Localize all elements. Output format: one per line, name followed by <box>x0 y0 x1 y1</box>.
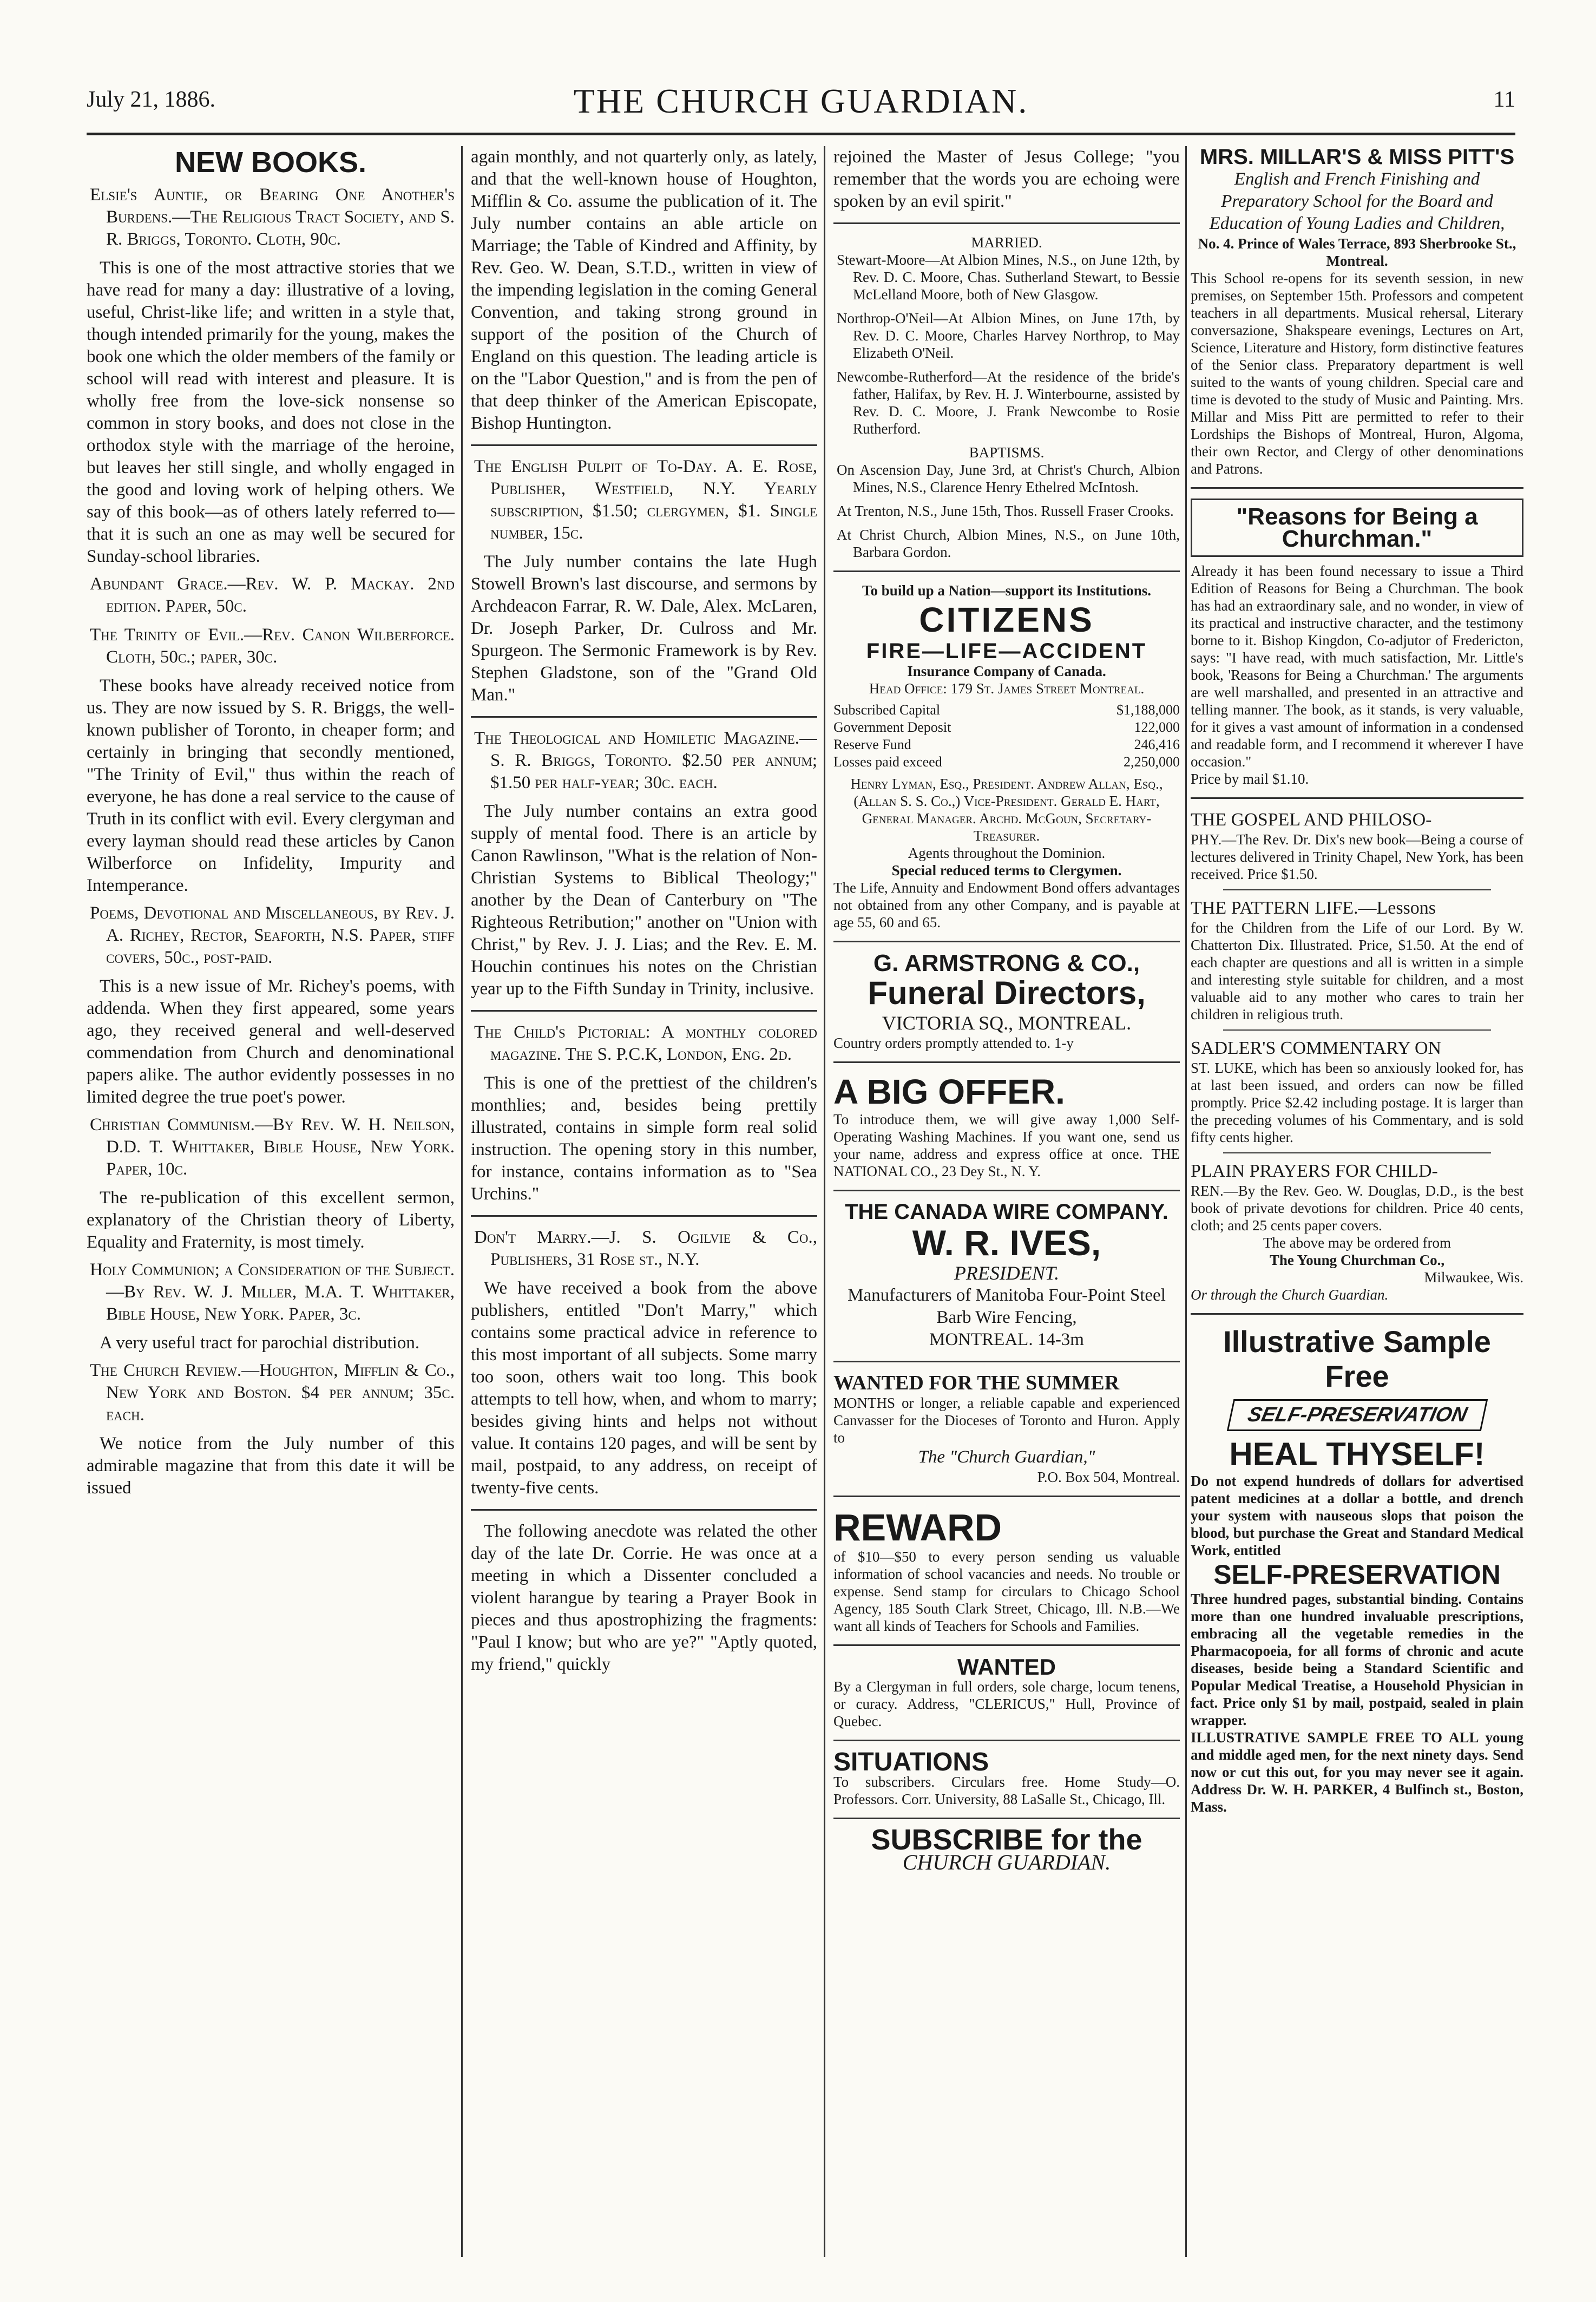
divider <box>1191 487 1523 489</box>
order-line: The above may be ordered from <box>1263 1235 1451 1251</box>
wire-location: MONTREAL. 14-3m <box>929 1330 1084 1349</box>
subscribe-line: SUBSCRIBE for the <box>871 1824 1142 1856</box>
divider <box>833 570 1180 572</box>
self-preservation-badge-wrap <box>1191 1394 1523 1437</box>
review-text: These books have already received notice from us. They are now issued by S. R. Briggs, the well-known publisher of Toronto, in cheaper form; and certainly in bringing that secondly mentioned, "The Trinity of Evil," thus within the reach of everyone, he has done a real service to the cause of Truth in its conflict with evil. Every clergyman and every layman should read these articles by Canon Wilberforce on Infidelity, Impurity and Intemperance. <box>87 676 455 895</box>
armstrong-ad: G. ARMSTRONG & CO., <box>873 950 1140 976</box>
publisher-location: Milwaukee, Wis. <box>1424 1269 1523 1286</box>
divider <box>1223 1029 1491 1031</box>
divider <box>833 1740 1180 1741</box>
book-entry: The Theological and Homiletic Magazine.—S. R. Briggs, Toronto. $2.50 per annum; $1.50 per half-year; 30c. each. <box>474 729 817 792</box>
book-entry: The English Pulpit of To-Day. A. E. Rose, Publisher, Westfield, N.Y. Yearly subscription, $1.50; clergymen, $1. Single number, 15c. <box>474 457 817 543</box>
review-text: The re-publication of this excellent sermon, explanatory of the Christian theory of Liberty, Equality and Fraternity, is most timely. <box>87 1188 455 1252</box>
plain-prayers-heading: PLAIN PRAYERS FOR CHILD- <box>1191 1161 1438 1181</box>
ad-tagline: To build up a Nation—support its Institutions. <box>862 582 1151 599</box>
subscribe-paper: CHURCH GUARDIAN. <box>902 1850 1111 1874</box>
baptism-notice: At Trenton, N.S., June 15th, Thos. Russell Fraser Crooks. <box>837 503 1174 519</box>
clergy-terms: Special reduced terms to Clergymen. <box>891 862 1122 878</box>
divider <box>471 1215 817 1217</box>
review-text: A very useful tract for parochial distribution. <box>100 1333 420 1353</box>
plain-prayers-text: REN.—By the Rev. Geo. W. Douglas, D.D., is the best book of private devotions for children. Price 40 cents, cloth; and 25 cents paper covers. <box>1191 1183 1523 1234</box>
section-heading: NEW BOOKS. <box>174 146 366 179</box>
sadler-heading: SADLER'S COMMENTARY ON <box>1191 1038 1442 1058</box>
baptisms-heading: BAPTISMS. <box>969 444 1045 461</box>
sadler-text: ST. LUKE, which has been so anxiously looked for, has at last been issued, and orders can now be filled promptly. Price $2.42 including postage. It is larger than the preceding volumes of his Commentary, and is sold fifty cents higher. <box>1191 1060 1523 1145</box>
divider <box>1191 797 1523 799</box>
column-rule <box>1185 146 1187 2257</box>
wanted-text: MONTHS or longer, a reliable capable and experienced Canvasser for the Dioceses of Toronto and Huron. Apply to <box>833 1395 1180 1446</box>
masthead <box>87 81 1515 135</box>
officers: Henry Lyman, Esq., President. Andrew Allan, Esq., (Allan S. S. Co.,) Vice-President. Gerald E. Hart, General Manager. Archd. McGoun, Secretary-Treasurer. <box>850 776 1163 844</box>
anecdote-text: The following anecdote was related the other day of the late Dr. Corrie. He was once at a meeting in which a Dissenter concluded a violent harangue by tearing a Prayer Book in pieces and thus apostrophizing the fragments: "Paul I know; but who are ye?" "Aptly quoted, my friend," quickly <box>471 1521 817 1674</box>
column-ads <box>1191 146 1523 2268</box>
wire-company: THE CANADA WIRE COMPANY. <box>845 1200 1168 1224</box>
divider <box>471 1010 817 1012</box>
citizens-title: CITIZENS <box>919 600 1094 639</box>
newspaper-title: THE CHURCH GUARDIAN. <box>573 82 1029 120</box>
school-ad-title: MRS. MILLAR'S & MISS PITT'S <box>1199 146 1515 169</box>
wanted-box: P.O. Box 504, Montreal. <box>1037 1469 1180 1485</box>
school-text: This School re-opens for its seventh session, in new premises, on September 15th. Professors and competent teachers in all departments. Musical rehersal, Literary conversazione, Shakspeare evenings, Lectures on Art, Science, Literature and History, form distinctive features of the Senior class. Preparatory department is well suited to the wants of young children. Special care and time is devoted to the study of Music and Painting. Mrs. Millar and Miss Pitt are permitted to refer to their Lordships the Bishops of Montreal, Huron, Algoma, their own Rector, and Clergy of other denominations and Patrons. <box>1191 270 1523 477</box>
book-entry: Holy Communion; a Consideration of the Subject.—By Rev. W. J. Miller, M.A. T. Whittaker, Bible House, New York. Paper, 3c. <box>90 1260 455 1324</box>
heal-text: Do not expend hundreds of dollars for advertised patent medicines at a dollar a bottle, and drench your system with nauseous slops that poison the blood, but purchase the Great and Standard Medical Work, entitled <box>1191 1473 1523 1558</box>
self-preservation-title: SELF-PRESERVATION <box>1213 1559 1501 1590</box>
reward-text: of $10—$50 to every person sending us valuable information of school vacancies and needs. No trouble or expense. Send stamp for circulars to Chicago School Agency, 185 South Clark Street, Chicago, Ill. N.B.—We want all kinds of Teachers for Schools and Families. <box>833 1549 1180 1634</box>
citizens-ad <box>833 582 1180 931</box>
divider <box>833 1818 1180 1819</box>
school-ad-subtitle: English and French Finishing and Preparatory School for the Board and Education of Young Ladies and Children, <box>1209 169 1505 233</box>
review-text: The July number contains an extra good supply of mental food. There is an article by Canon Rawlinson, "What is the relation of Non-Christian Systems to Biblical Theology;" another by the Dean of Canterbury on "The Righteous Retribution;" another on "Union with Christ," by Rev. J. J. Lias; and the Rev. E. M. Houchin continues his notes on the Christian year up to the Fifth Sunday in Trinity, inclusive. <box>471 802 817 999</box>
citizens-company: Insurance Company of Canada. <box>907 663 1106 679</box>
reasons-title: "Reasons for Being a Churchman." <box>1191 499 1523 557</box>
gospel-text: PHY.—The Rev. Dr. Dix's new book—Being a course of lectures delivered in Trinity Chapel, New York, has been received. Price $1.50. <box>1191 831 1523 882</box>
situations-text: To subscribers. Circulars free. Home Study—O. Professors. Corr. University, 88 LaSalle St., Chicago, Ill. <box>833 1774 1180 1807</box>
school-address: No. 4. Prince of Wales Terrace, 893 Sherbrooke St., Montreal. <box>1198 235 1516 269</box>
review-text: This is a new issue of Mr. Richey's poems, with addenda. When they first appeared, some years ago, they received general and well-deserved commendation from Church and denominational papers alike. The author evidently possesses in no limited degree the true poet's power. <box>87 976 455 1107</box>
capital-row: Subscribed Capital $1,188,000 <box>833 702 1180 718</box>
annuity-text: The Life, Annuity and Endowment Bond offers advantages not obtained from any other Company, and is payable at age 55, 60 and 65. <box>833 880 1180 930</box>
issue-date: July 21, 1886. <box>87 87 216 112</box>
self-preservation-badge: SELF-PRESERVATION <box>1226 1399 1488 1431</box>
wire-president-title: PRESIDENT. <box>954 1262 1060 1284</box>
book-entry: Don't Marry.—J. S. Ogilvie & Co., Publishers, 31 Rose st., N.Y. <box>474 1228 817 1269</box>
divider <box>471 444 817 446</box>
review-text: This is one of the most attractive stories that we have read for many a day: illustrative of a loving, useful, Christ-like life; and written in a style that, though intended primarily for the young, makes the book one which the older members of the family or school will read with interest and pleasure. It is wholly free from the love-sick nonsense so common in story books, and does not close in the orthodox style with the marriage of the heroine, but leaves her still single, and wholly engaged in the good and loving work of helping others. We say of this book—as of others lately referred to—that it is such an one as may well be secured for Sunday-school libraries. <box>87 258 455 566</box>
capital-row: Losses paid exceed 2,250,000 <box>833 754 1180 770</box>
sample-free-title: Illustrative Sample Free <box>1223 1324 1491 1393</box>
divider <box>471 1509 817 1511</box>
divider <box>833 941 1180 942</box>
marriage-notice: Newcombe-Rutherford—At the residence of the bride's father, Halifax, by Rev. H. J. Winterbourne, assisted by Rev. D. C. Moore, J. Frank Newcombe to Rosie Rutherford. <box>837 369 1180 437</box>
review-text: We notice from the July number of this admirable magazine that from this date it will be issued <box>87 1434 455 1498</box>
column-new-books <box>87 146 455 2268</box>
book-entry: Elsie's Auntie, or Bearing One Another's Burdens.—The Religious Tract Society, and S. R. Briggs, Toronto. Cloth, 90c. <box>90 185 455 249</box>
review-text: The July number contains the late Hugh Stowell Brown's last discourse, and sermons by Archdeacon Farrar, R. W. Dale, Alex. McLaren, Dr. Joseph Parker, Dr. Culross and Mr. Spurgeon. The Sermonic Framework is by Rev. Stephen Gladstone, son of the "Grand Old Man." <box>471 552 817 705</box>
baptism-notice: On Ascension Day, June 3rd, at Christ's Church, Albion Mines, N.S., Clarence Henry Ethelred McIntosh. <box>837 462 1180 495</box>
funeral-directors: Funeral Directors, <box>868 975 1146 1011</box>
book-entry: Christian Communism.—By Rev. W. H. Neilson, D.D. T. Whittaker, Bible House, New York. Paper, 10c. <box>90 1115 455 1179</box>
divider <box>1191 1313 1523 1315</box>
reasons-text: Already it has been found necessary to issue a Third Edition of Reasons for Being a Churchman. The book has had an extraordinary sale, and no wonder, in view of its practical and instructive character, and the testimony borne to it. Bishop Kingdon, Co-adjutor of Fredericton, says: "I have read, with much satisfaction, Mr. Little's book, 'Reasons for Being a Churchman.' The arguments are well marshalled, and presented in an attractive and telling manner. The book, as it stands, is very valuable, for it gives a vast amount of information in a condensed and readable form, and I recommend it wherever I have occasion." <box>1191 563 1523 770</box>
divider <box>833 222 1180 224</box>
book-entry: The Church Review.—Houghton, Mifflin & Co., New York and Boston. $4 per annum; 35c. each. <box>90 1361 455 1425</box>
review-text: This is one of the prettiest of the children's monthlies; and, besides being prettily illustrated, contains in simple form real solid instruction. The opening story in this number, for instance, contains information as to "Sea Urchins." <box>471 1073 817 1204</box>
marriage-notice: Northrop-O'Neil—At Albion Mines, on June 17th, by Rev. D. C. Moore, Charles Harvey Northrop, to May Elizabeth O'Neil. <box>837 310 1180 361</box>
review-text: again monthly, and not quarterly only, as lately, and that the well-known house of Houghton, Mifflin & Co. assume the publication of it. The July number contains an able article on Marriage; the Table of Kindred and Affinity, by Rev. Geo. W. Dean, S.T.D., written in view of the impending legislation in the coming General Convention, and taking strong ground in support of the position of the Church of England on this question. The leading article is on the "Labor Question," and is from the pen of that deep thinker of the American Episcopate, Bishop Huntington. <box>471 147 817 433</box>
wanted-heading: WANTED FOR THE SUMMER <box>833 1372 1120 1394</box>
self-preservation-text: Three hundred pages, substantial binding. Contains more than one hundred invaluable prescriptions, embracing all the vegetable remedies in the Pharmacopoeia, for all forms of chronic and acute diseases, beside being a Standard Scientific and Popular Medical Treatise, a Household Physician in fact. Price only $1 by mail, postpaid, sealed in plain wrapper. <box>1191 1591 1523 1728</box>
order-alternate: Or through the Church Guardian. <box>1191 1287 1389 1303</box>
divider <box>833 1644 1180 1646</box>
agents-line: Agents throughout the Dominion. <box>908 845 1106 861</box>
big-offer-text: To introduce them, we will give away 1,000 Self-Operating Washing Machines. If you want one, send us your name, address and express office at once. THE NATIONAL CO., 23 Dey St., N. Y. <box>833 1111 1180 1179</box>
divider <box>833 1061 1180 1063</box>
baptism-notice: At Christ Church, Albion Mines, N.S., on June 10th, Barbara Gordon. <box>837 527 1180 560</box>
divider <box>1223 1152 1491 1153</box>
divider <box>833 1190 1180 1191</box>
review-text: We have received a book from the above publishers, entitled "Don't Marry," which contains some practical advice in reference to this most important of all subjects. Some marry too soon, others wait too long. This book attempts to tell how, when, and whom to marry; besides giving hints and helps not without value. It contains 120 pages, and will be sent by mail, postpaid, to any address, on receipt of twenty-five cents. <box>471 1278 817 1498</box>
heal-thyself-title: HEAL THYSELF! <box>1229 1436 1485 1472</box>
situations-title: SITUATIONS <box>833 1748 989 1776</box>
page-number: 11 <box>1493 87 1515 112</box>
column-rule <box>461 146 463 2257</box>
capital-table <box>833 701 1180 771</box>
sample-offer-text: ILLUSTRATIVE SAMPLE FREE TO ALL young and middle aged men, for the next ninety days. Send now or cut this out, for you may never see it again. Address Dr. W. H. PARKER, 4 Bulfinch st., Boston, Mass. <box>1191 1729 1523 1815</box>
reward-title: REWARD <box>833 1506 1002 1549</box>
reasons-price: Price by mail $1.10. <box>1191 771 1309 787</box>
wanted-paper: The "Church Guardian," <box>918 1447 1095 1467</box>
publisher-name: The Young Churchman Co., <box>1269 1252 1445 1268</box>
book-entry: Poems, Devotional and Miscellaneous, by Rev. J. A. Richey, Rector, Seaforth, N.S. Paper, stiff covers, 50c., post-paid. <box>90 903 455 967</box>
citizens-office: Head Office: 179 St. James Street Montreal. <box>869 680 1145 697</box>
pattern-text: for the Children from the Life of our Lord. By W. Chatterton Dix. Illustrated. Price, $1.50. At the end of each chapter are questions and all is written in a simple and interesting style suitable for children, and a most valuable aid to any mother who cares to train her children in religious truth. <box>1191 920 1523 1022</box>
divider <box>1223 889 1491 890</box>
column-reviews <box>471 146 817 2268</box>
wire-description: Manufacturers of Manitoba Four-Point Steel Barb Wire Fencing, <box>848 1286 1166 1327</box>
marriage-notice: Stewart-Moore—At Albion Mines, N.S., on June 12th, by Rev. D. C. Moore, Chas. Sutherland Stewart, to Bessie McLelland Moore, both of New Glasgow. <box>837 252 1180 303</box>
wire-president-name: W. R. IVES, <box>912 1223 1101 1263</box>
book-entry: The Child's Pictorial: A monthly colored magazine. The S. P.C.K, London, Eng. 2d. <box>474 1022 817 1064</box>
book-entry: Abundant Grace.—Rev. W. P. Mackay. 2nd edition. Paper, 50c. <box>90 574 455 616</box>
divider <box>471 716 817 718</box>
armstrong-address: VICTORIA SQ., MONTREAL. <box>882 1012 1132 1034</box>
divider <box>833 1496 1180 1497</box>
pattern-heading: THE PATTERN LIFE.—Lessons <box>1191 898 1436 918</box>
capital-row: Government Deposit 122,000 <box>833 719 1180 735</box>
capital-row: Reserve Fund 246,416 <box>833 737 1180 752</box>
wanted-clergy-text: By a Clergyman in full orders, sole charge, locum tenens, or curacy. Address, "CLERICUS," Hull, Province of Quebec. <box>833 1678 1180 1729</box>
column-rule <box>824 146 825 2257</box>
column-notices <box>833 146 1180 2268</box>
married-heading: MARRIED. <box>971 234 1042 251</box>
armstrong-note: Country orders promptly attended to. 1-y <box>833 1035 1074 1051</box>
wanted-clergy-heading: WANTED <box>957 1654 1056 1680</box>
gospel-heading: THE GOSPEL AND PHILOSO- <box>1191 810 1432 830</box>
anecdote-continued: rejoined the Master of Jesus College; "you remember that the words you are echoing were spoken by an evil spirit." <box>833 147 1180 211</box>
divider <box>833 1361 1180 1362</box>
big-offer-title: A BIG OFFER. <box>833 1072 1065 1111</box>
citizens-subtitle: FIRE—LIFE—ACCIDENT <box>866 639 1147 663</box>
book-entry: The Trinity of Evil.—Rev. Canon Wilberforce. Cloth, 50c.; paper, 30c. <box>90 625 455 667</box>
